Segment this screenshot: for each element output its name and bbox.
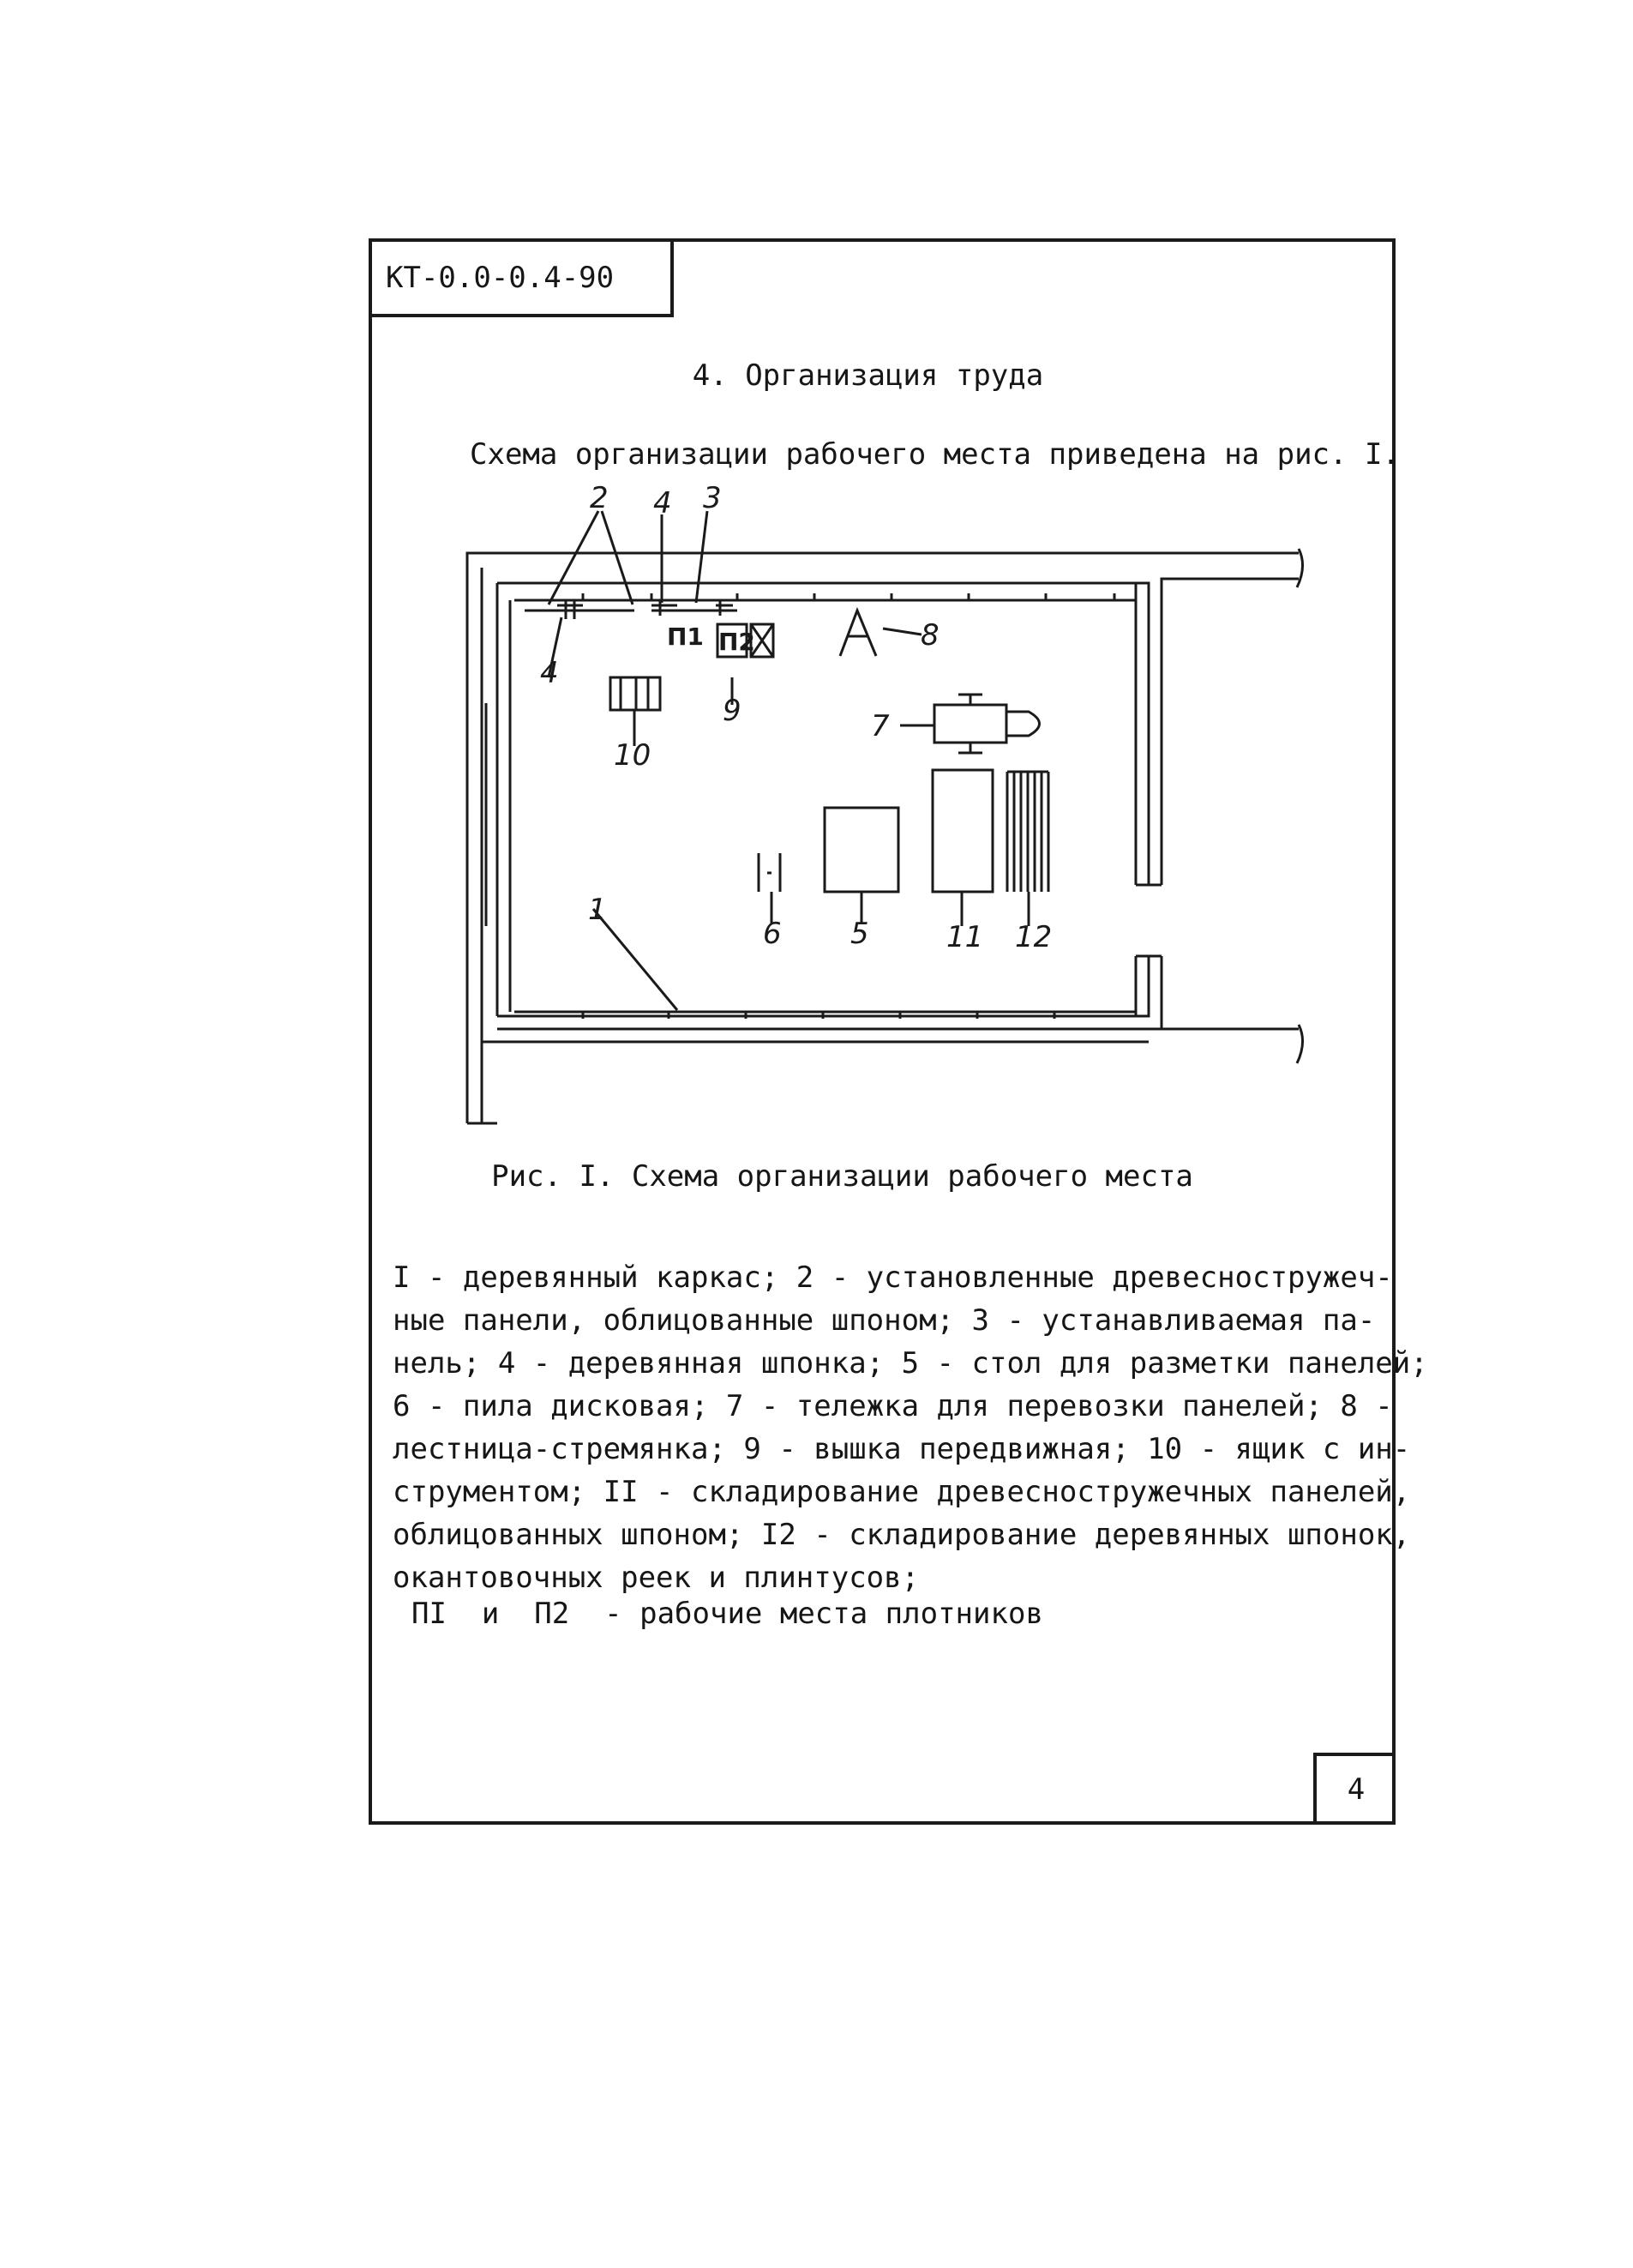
label-4-top: 4 — [653, 486, 672, 520]
wall-bottom-outer — [482, 1029, 1162, 1042]
label-2: 2 — [590, 481, 609, 515]
label-7: 7 — [871, 709, 890, 743]
page-number-box — [1313, 1753, 1396, 1825]
leader-2b — [602, 511, 633, 605]
label-p2: П2 — [718, 628, 755, 656]
label-8: 8 — [921, 618, 940, 653]
leader-3 — [696, 511, 707, 603]
document-code: КТ-0.0-0.4-90 — [386, 261, 615, 295]
label-1: 1 — [588, 893, 607, 927]
panel-installing — [651, 600, 737, 616]
legend-line: нель; 4 - деревянная шпонка; 5 - стол для разметки панелей; — [393, 1346, 1428, 1381]
legend-line: лестница-стремянка; 9 - вышка передвижная; 10 - ящик с ин- — [393, 1432, 1411, 1466]
legend-block — [393, 1256, 1428, 1599]
trolley-body — [934, 705, 1006, 743]
panel-installed — [525, 600, 634, 619]
wall-break-top — [1297, 549, 1303, 587]
label-12: 12 — [1015, 920, 1053, 954]
label-9: 9 — [723, 694, 741, 728]
legend-line: струментом; II - складирование древесностружечных панелей, — [393, 1475, 1411, 1509]
label-10: 10 — [614, 738, 651, 773]
ladder-symbol — [840, 611, 876, 656]
legend-line: I - деревянный каркас; 2 - установленные древесностружеч- — [393, 1260, 1393, 1295]
figure-caption: Рис. I. Схема организации рабочего места — [491, 1159, 1193, 1194]
legend-line: окантовочных реек и плинтусов; — [393, 1561, 920, 1595]
outer-wall-bottom-left — [467, 1042, 497, 1123]
label-11: 11 — [946, 920, 984, 954]
wall-break-bottom — [1297, 1025, 1303, 1063]
intro-text: Схема организации рабочего места приведена на рис. I. — [470, 437, 1400, 472]
keys-stack — [1007, 772, 1048, 892]
inner-wall-bottom — [497, 956, 1149, 1016]
leader-2a — [549, 511, 598, 605]
label-6: 6 — [763, 917, 782, 951]
page-number: 4 — [1347, 1772, 1366, 1807]
circular-saw-symbol — [759, 853, 780, 892]
corridor-top — [1162, 579, 1299, 583]
section-title: 4. Организация труда — [692, 358, 1044, 393]
outer-wall-top — [467, 553, 1299, 1123]
label-5: 5 — [850, 917, 869, 951]
panel-stack — [933, 770, 993, 892]
label-p1: П1 — [667, 623, 704, 651]
leader-8 — [883, 629, 922, 635]
label-3: 3 — [703, 481, 722, 515]
legend-workplaces: ПI и П2 - рабочие места плотников — [411, 1597, 1043, 1631]
marking-table — [825, 808, 898, 892]
legend-line: облицованных шпоном; I2 - складирование деревянных шпонок, — [393, 1518, 1411, 1552]
legend-line: ные панели, облицованные шпоном; 3 - устанавливаемая па- — [393, 1303, 1376, 1338]
inner-wall-top — [497, 583, 1149, 885]
label-4-bottom: 4 — [540, 656, 559, 690]
legend-line: 6 - пила дисковая; 7 - тележка для перевозки панелей; 8 - — [393, 1389, 1393, 1423]
